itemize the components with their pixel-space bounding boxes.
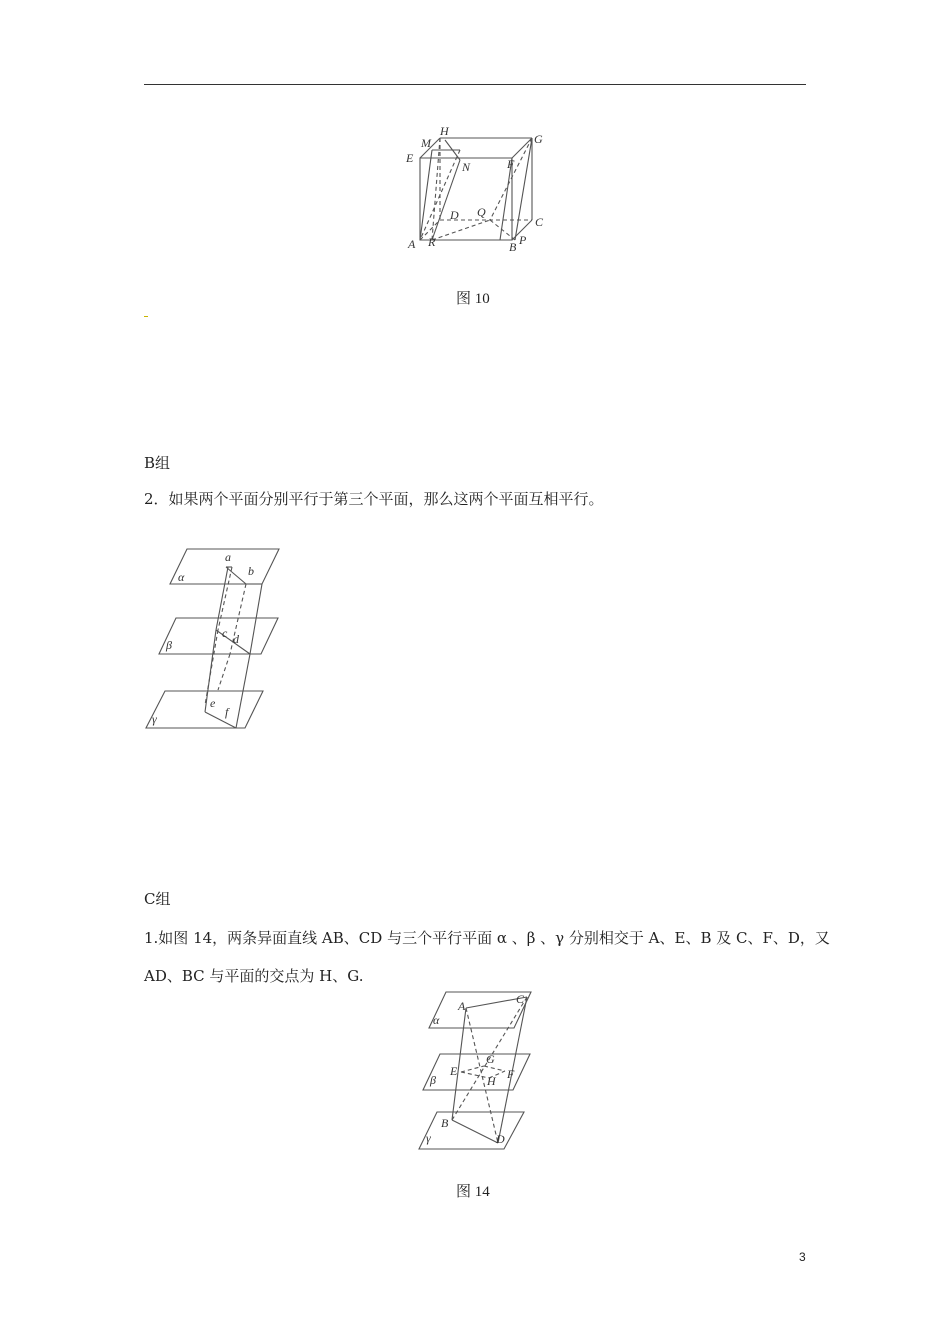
figure-three-planes-prism bbox=[140, 545, 290, 735]
fig10-label-C: C bbox=[535, 215, 544, 229]
fig10-label-H: H bbox=[440, 124, 449, 138]
fig-b-label-b: b bbox=[248, 564, 254, 578]
fig10-label-D: D bbox=[450, 208, 459, 222]
fig14-label-C: C bbox=[516, 992, 525, 1006]
fig10-label-M: M bbox=[421, 136, 431, 150]
fig14-label-H: H bbox=[487, 1074, 496, 1088]
fig-b-label-c: c bbox=[222, 626, 228, 640]
fig-b-label-beta: β bbox=[166, 638, 172, 652]
figure-10-caption: 图 10 bbox=[456, 291, 490, 307]
fig10-label-F: F bbox=[507, 157, 515, 171]
fig-b-label-f: f bbox=[225, 705, 229, 719]
section-c-heading: C组 bbox=[144, 890, 171, 908]
fig10-label-N: N bbox=[462, 160, 471, 174]
fig14-label-E: E bbox=[450, 1064, 458, 1078]
fig14-label-A: A bbox=[458, 999, 466, 1013]
section-c-problem-1-line1: 1.如图 14，两条异面直线 AB、CD 与三个平行平面 α 、β 、γ 分别相交于 A、E、B 及 C、F、D，又 bbox=[144, 929, 830, 947]
fig14-label-alpha: α bbox=[433, 1013, 440, 1027]
fig-b-label-d: d bbox=[233, 632, 239, 646]
fig10-label-P: P bbox=[519, 233, 527, 247]
figure-14-parallel-planes bbox=[415, 990, 535, 1150]
stray-mark bbox=[144, 316, 148, 317]
section-b-heading: B组 bbox=[144, 454, 171, 472]
fig14-label-beta: β bbox=[430, 1073, 436, 1087]
fig14-label-B: B bbox=[441, 1116, 449, 1130]
fig-b-label-alpha: α bbox=[178, 570, 185, 584]
figure-10-cube bbox=[400, 126, 550, 256]
figure-14-caption: 图 14 bbox=[456, 1184, 490, 1200]
fig-b-label-e: e bbox=[210, 696, 216, 710]
section-c-problem-1-line2: AD、BC 与平面的交点为 H、G. bbox=[144, 967, 364, 985]
fig10-label-R: R bbox=[428, 235, 436, 249]
fig-b-label-a: a bbox=[225, 550, 231, 564]
section-b-problem-2: 2．如果两个平面分别平行于第三个平面，那么这两个平面互相平行。 bbox=[144, 490, 604, 508]
fig14-label-D: D bbox=[496, 1132, 505, 1146]
fig10-label-G: G bbox=[534, 132, 543, 146]
fig14-label-gamma: γ bbox=[426, 1131, 431, 1145]
page-number: 3 bbox=[799, 1250, 806, 1264]
fig10-label-B: B bbox=[509, 240, 517, 254]
fig10-label-Q: Q bbox=[477, 205, 486, 219]
fig10-label-A: A bbox=[408, 237, 416, 251]
fig10-label-E: E bbox=[406, 151, 414, 165]
header-rule bbox=[144, 84, 806, 85]
fig14-label-F: F bbox=[507, 1067, 515, 1081]
fig-b-label-gamma: γ bbox=[152, 712, 157, 726]
fig14-label-G: G bbox=[486, 1052, 495, 1066]
